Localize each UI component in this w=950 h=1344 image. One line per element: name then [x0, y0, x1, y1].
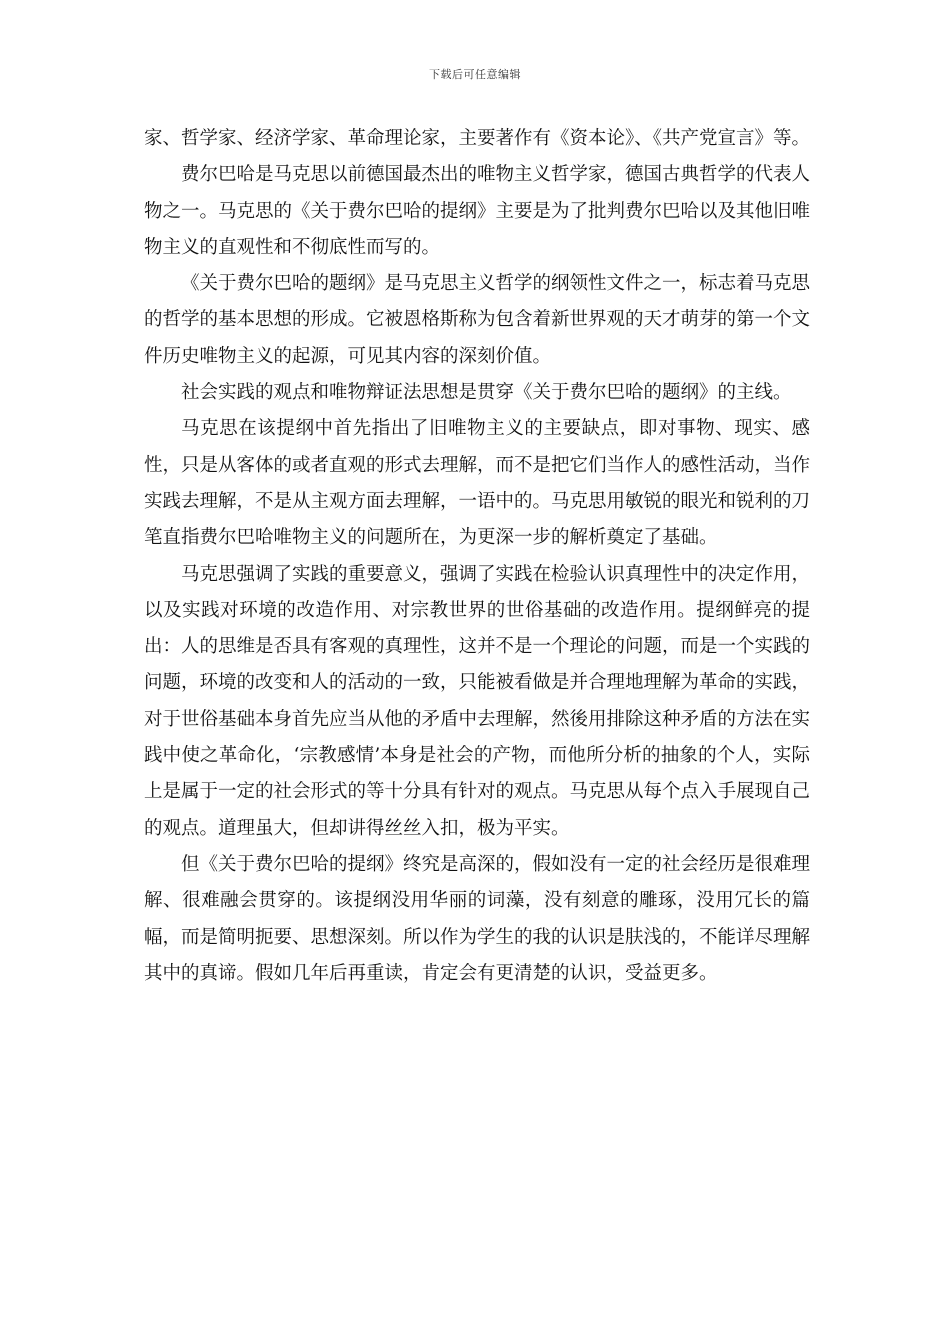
- paragraph-6: 马克思强调了实践的重要意义，强调了实践在检验认识真理性中的决定作用，以及实践对环境的改造作用、对宗教世界的世俗基础的改造作用。提纲鲜亮的提出：人的思维是否具有客观的真理性，这并不是一个理论的问题，而是一个实践的问题，环境的改变和人的活动的一致，只能被看做是并合理地理解为革命的实践，对于世俗基础本身首先应当从他的矛盾中去理解，然後用排除这种矛盾的方法在实践中使之革命化，‘宗教感情’本身是社会的产物，而他所分析的抽象的个人，实际上是属于一定的社会形式的等十分具有针对的观点。马克思从每个点入手展现自己的观点。道理虽大，但却讲得丝丝入扣，极为平实。: [144, 563, 811, 839]
- paragraph-7: 但《关于费尔巴哈的提纲》终究是高深的，假如没有一定的社会经历是很难理解、很难融会贯穿的。该提纲没用华丽的词藻，没有刻意的雕琢，没用冗长的篇幅，而是简明扼要、思想深刻。所以作为学生的我的认识是肤浅的，不能详尽理解其中的真谛。假如几年后再重读，肯定会有更清楚的认识，受益更多。: [144, 853, 811, 984]
- paragraph-2: 费尔巴哈是马克思以前德国最杰出的唯物主义哲学家，德国古典哲学的代表人物之一。马克思的《关于费尔巴哈的提纲》主要是为了批判费尔巴哈以及其他旧唯物主义的直观性和不彻底性而写的。: [144, 164, 811, 258]
- paragraph-3: 《关于费尔巴哈的题纲》是马克思主义哲学的纲领性文件之一，标志着马克思的哲学的基本思想的形成。它被恩格斯称为包含着新世界观的天才萌芽的第一个文件历史唯物主义的起源，可见其内容的深刻价值。: [144, 273, 811, 367]
- document-body: [144, 121, 810, 992]
- paragraph-1: 家、哲学家、经济学家、革命理论家，主要著作有《资本论》、《共产党宣言》等。: [144, 128, 811, 149]
- paragraph-4: 社会实践的观点和唯物辩证法思想是贯穿《关于费尔巴哈的题纲》的主线。: [181, 382, 792, 404]
- paragraph-5: 马克思在该提纲中首先指出了旧唯物主义的主要缺点，即对事物、现实、感性，只是从客体的或者直观的形式去理解，而不是把它们当作人的感性活动，当作实践去理解，不是从主观方面去理解，一语中的。马克思用敏锐的眼光和锐利的刀笔直指费尔巴哈唯物主义的问题所在，为更深一步的解析奠定了基础。: [144, 418, 811, 549]
- page-header-note: 下载后可任意编辑: [429, 68, 521, 81]
